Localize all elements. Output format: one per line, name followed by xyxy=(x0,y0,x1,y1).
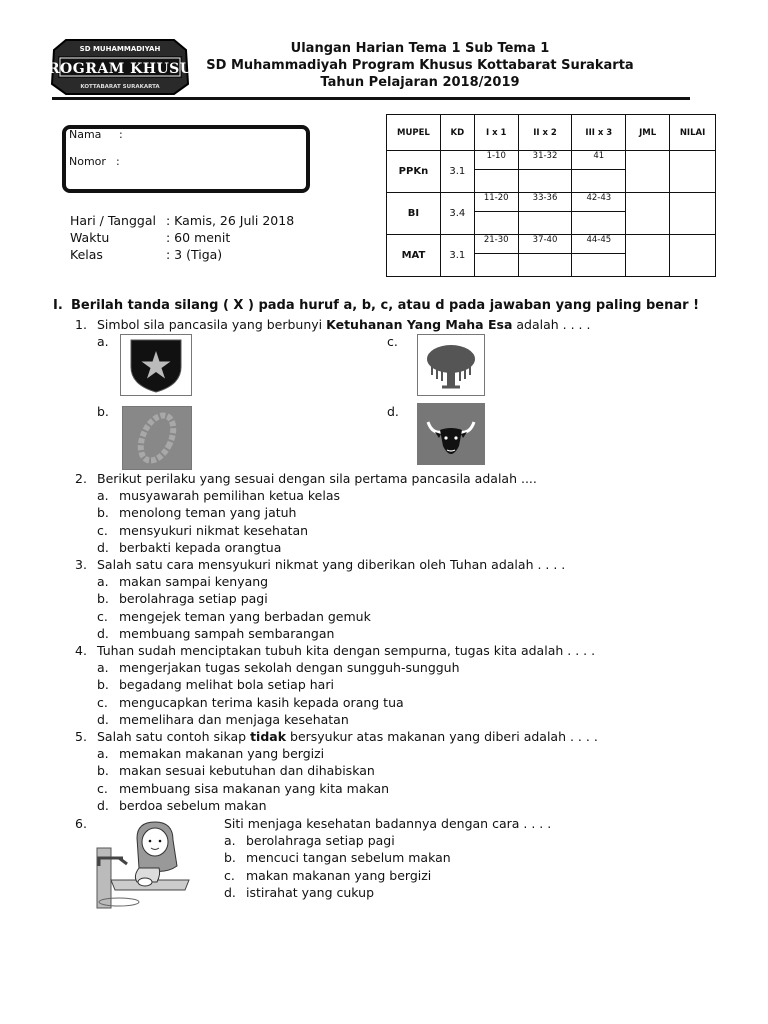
header-kd: KD xyxy=(440,115,474,151)
question-text: Siti menjaga kesehatan badannya dengan cara . . . . xyxy=(224,816,552,831)
option-letter: b. xyxy=(97,591,109,607)
row-bi-kd: 3.4 xyxy=(440,193,474,235)
option-text: mencuci tangan sebelum makan xyxy=(246,850,451,866)
logo-main-text: PROGRAM KHUSUS xyxy=(36,61,204,77)
option-item[interactable] xyxy=(75,487,537,504)
option-letter: d. xyxy=(97,797,109,813)
option-letter: c. xyxy=(224,867,235,883)
score-table xyxy=(386,114,716,277)
info-time-label: Waktu xyxy=(70,230,110,245)
option-text: makan makanan yang bergizi xyxy=(246,867,432,883)
row-mat-iii: 44-45 xyxy=(572,235,626,254)
girl-washing-hands-image xyxy=(97,818,195,910)
logo-top-text: SD MUHAMMADIYAH xyxy=(79,45,161,53)
option-letter: a. xyxy=(97,746,109,762)
info-date-label: Hari / Tanggal xyxy=(70,213,156,228)
option-text: makan sampai kenyang xyxy=(119,574,269,590)
option-letter: c. xyxy=(97,780,108,796)
nomor-label: Nomor xyxy=(69,155,106,168)
option-text: musyawarah pemilihan ketua kelas xyxy=(119,488,341,504)
question-1 xyxy=(75,316,590,333)
row-bi-mupel: BI xyxy=(387,193,441,235)
info-class-value: : 3 (Tiga) xyxy=(166,247,223,262)
option-letter: c. xyxy=(97,694,108,710)
option-letter: b. xyxy=(224,850,236,866)
option-item[interactable] xyxy=(75,573,565,590)
header-rule xyxy=(52,97,690,100)
option-item[interactable] xyxy=(75,625,565,642)
question-6-number: 6. xyxy=(75,816,87,831)
option-text: berbakti kepada orangtua xyxy=(119,539,282,555)
option-item[interactable] xyxy=(75,694,595,711)
option-item[interactable] xyxy=(75,762,598,779)
question-text: Salah satu cara mensyukuri nikmat yang diberikan oleh Tuhan adalah . . . . xyxy=(97,557,566,572)
option-letter: d. xyxy=(97,711,109,727)
question-emphasis: tidak xyxy=(250,729,287,744)
chain-image[interactable] xyxy=(122,406,192,470)
option-text: berolahraga setiap pagi xyxy=(246,833,395,849)
row-mat-mupel: MAT xyxy=(387,235,441,277)
question-number: 2. xyxy=(75,471,87,486)
question-text: Salah satu contoh sikap xyxy=(97,729,251,744)
option-text: berdoa sebelum makan xyxy=(119,797,267,813)
bull-head-image[interactable] xyxy=(417,403,485,465)
nama-colon: : xyxy=(119,128,123,141)
option-letter: d. xyxy=(97,625,109,641)
row-bi-nilai xyxy=(670,193,716,235)
question-5 xyxy=(75,728,598,814)
option-item[interactable] xyxy=(75,780,598,797)
option-item[interactable] xyxy=(75,522,537,539)
option-item[interactable] xyxy=(224,832,551,849)
option-letter: a. xyxy=(97,488,109,504)
question-number: 3. xyxy=(75,557,87,572)
section-numeral: I. xyxy=(53,298,63,313)
row-ppkn-jml xyxy=(626,151,670,193)
info-time-value: : 60 menit xyxy=(166,230,231,245)
option-letter[interactable]: c. xyxy=(387,334,398,349)
nama-label: Nama xyxy=(69,128,102,141)
option-letter: a. xyxy=(97,574,109,590)
option-text: membuang sisa makanan yang kita makan xyxy=(119,780,390,796)
option-text: mensyukuri nikmat kesehatan xyxy=(119,522,309,538)
logo-bottom-text: KOTTABARAT SURAKARTA xyxy=(80,84,160,90)
row-ppkn-ii: 31-32 xyxy=(518,151,572,170)
row-ppkn-nilai xyxy=(670,151,716,193)
row-ppkn-kd: 3.1 xyxy=(440,151,474,193)
question-3 xyxy=(75,556,565,642)
option-item[interactable] xyxy=(75,608,565,625)
header-jml: JML xyxy=(626,115,670,151)
option-letter: c. xyxy=(97,522,108,538)
header-i: I x 1 xyxy=(474,115,518,151)
option-letter[interactable]: d. xyxy=(387,404,399,419)
row-mat-kd: 3.1 xyxy=(440,235,474,277)
row-bi-iii: 42-43 xyxy=(572,193,626,212)
option-letter: a. xyxy=(97,660,109,676)
row-mat-jml xyxy=(626,235,670,277)
option-item[interactable] xyxy=(75,539,537,556)
option-text: mengucapkan terima kasih kepada orang tua xyxy=(119,694,404,710)
row-mat-i: 21-30 xyxy=(474,235,518,254)
option-text: memelihara dan menjaga kesehatan xyxy=(119,711,349,727)
option-item[interactable] xyxy=(75,659,595,676)
option-text: makan sesuai kebutuhan dan dihabiskan xyxy=(119,763,375,779)
row-ppkn-i: 1-10 xyxy=(474,151,518,170)
row-bi-ii: 33-36 xyxy=(518,193,572,212)
question-6 xyxy=(224,815,551,901)
row-ppkn-mupel: PPKn xyxy=(387,151,441,193)
option-letter: a. xyxy=(224,833,236,849)
header-nilai: NILAI xyxy=(670,115,716,151)
info-class-label: Kelas xyxy=(70,247,103,262)
row-ppkn-iii: 41 xyxy=(572,151,626,170)
question-text: Tuhan sudah menciptakan tubuh kita dengan sempurna, tugas kita adalah . . . . xyxy=(97,643,596,658)
question-text: Berikut perilaku yang sesuai dengan sila pertama pancasila adalah .... xyxy=(97,471,537,486)
row-mat-ii: 37-40 xyxy=(518,235,572,254)
info-date-value: : Kamis, 26 Juli 2018 xyxy=(166,213,295,228)
question-text-end: bersyukur atas makanan yang diberi adalah . . . . xyxy=(286,729,598,744)
question-emphasis: Ketuhanan Yang Maha Esa xyxy=(326,317,513,332)
option-text: mengerjakan tugas sekolah dengan sungguh-sungguh xyxy=(119,660,460,676)
option-text: begadang melihat bola setiap hari xyxy=(119,677,334,693)
option-item[interactable] xyxy=(75,504,537,521)
option-item[interactable] xyxy=(75,590,565,607)
option-item[interactable] xyxy=(224,867,551,884)
option-text: mengejek teman yang berbadan gemuk xyxy=(119,608,371,624)
question-text-end: adalah . . . . xyxy=(512,317,591,332)
option-letter: b. xyxy=(97,763,109,779)
question-number: 5. xyxy=(75,729,87,744)
header-line-2: SD Muhammadiyah Program Khusus Kottabarat Surakarta xyxy=(206,58,634,73)
option-letter[interactable]: a. xyxy=(97,334,109,349)
option-item[interactable] xyxy=(75,745,598,762)
question-text: Simbol sila pancasila yang berbunyi xyxy=(97,317,327,332)
nomor-colon: : xyxy=(116,155,120,168)
option-text: membuang sampah sembarangan xyxy=(119,625,335,641)
banyan-tree-image[interactable] xyxy=(417,334,485,396)
option-text: menolong teman yang jatuh xyxy=(119,505,297,521)
question-number: 1. xyxy=(75,317,87,332)
option-letter: d. xyxy=(97,539,109,555)
header-mupel: MUPEL xyxy=(387,115,441,151)
option-letter: b. xyxy=(97,505,109,521)
option-text: istirahat yang cukup xyxy=(246,884,375,900)
star-shield-image[interactable] xyxy=(120,334,192,396)
section-instruction xyxy=(53,298,699,313)
header-line-1: Ulangan Harian Tema 1 Sub Tema 1 xyxy=(290,41,550,56)
option-item[interactable] xyxy=(224,849,551,866)
option-item[interactable] xyxy=(224,884,551,901)
option-letter: d. xyxy=(224,884,236,900)
question-number: 4. xyxy=(75,643,87,658)
question-4 xyxy=(75,642,595,728)
option-item[interactable] xyxy=(75,676,595,693)
option-item[interactable] xyxy=(75,711,595,728)
row-bi-jml xyxy=(626,193,670,235)
section-text: Berilah tanda silang ( X ) pada huruf a, b, c, atau d pada jawaban yang paling benar ! xyxy=(71,298,700,313)
option-text: memakan makanan yang bergizi xyxy=(119,746,325,762)
row-mat-nilai xyxy=(670,235,716,277)
row-bi-i: 11-20 xyxy=(474,193,518,212)
question-2 xyxy=(75,470,537,556)
option-letter[interactable]: b. xyxy=(97,404,109,419)
header-ii: II x 2 xyxy=(518,115,572,151)
option-letter: c. xyxy=(97,608,108,624)
header-line-3: Tahun Pelajaran 2018/2019 xyxy=(320,75,520,90)
option-text: berolahraga setiap pagi xyxy=(119,591,268,607)
option-item[interactable] xyxy=(75,797,598,814)
option-letter: b. xyxy=(97,677,109,693)
header-iii: III x 3 xyxy=(572,115,626,151)
